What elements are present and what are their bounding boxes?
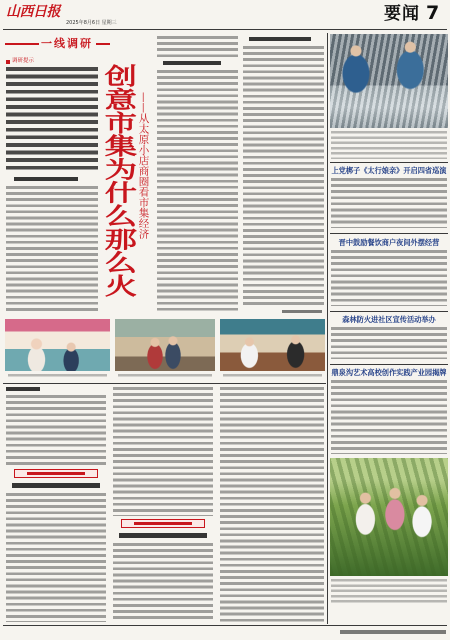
lower-body-column	[220, 387, 324, 622]
page-number: 7	[426, 2, 440, 24]
news-headline: 鼎泉沟艺术高校创作实践产业园揭牌	[331, 368, 447, 377]
feature-body-column	[157, 70, 238, 314]
photo-caption	[118, 374, 212, 379]
editor-credits	[340, 630, 446, 634]
news-headline: 上党梆子《太行娘亲》开启四省巡演	[331, 166, 447, 175]
news-divider	[330, 162, 448, 163]
masthead-logo: 山西日报	[6, 4, 60, 20]
photo-caption	[223, 374, 322, 379]
news-headline: 森林防火进社区宣传活动举办	[342, 315, 436, 324]
column-label: 一线调研	[41, 37, 93, 50]
lower-subhead	[119, 533, 207, 538]
news-photo-bottom	[330, 458, 448, 576]
continued-from-label	[6, 387, 40, 391]
feature-body-column	[157, 36, 238, 58]
tip-label: 调研提示	[12, 58, 35, 64]
section-tag-text	[27, 472, 85, 475]
feature-bottom-rule	[3, 383, 326, 384]
news-headline: 晋中鼓励餐饮商户夜间外摆经营	[338, 238, 440, 247]
feature-subhead	[249, 37, 311, 41]
feature-intro-text	[6, 67, 98, 171]
feature-subhead	[14, 177, 78, 181]
lower-subhead	[12, 483, 100, 488]
market-stall-photo	[220, 319, 325, 371]
news-body	[331, 250, 447, 306]
feature-body-column	[6, 186, 98, 314]
feature-subtitle: ——从太原小店商圈看市集经济	[137, 92, 150, 239]
header-rule	[3, 29, 447, 30]
feature-headline: 创意市集为什么那么火	[99, 64, 137, 297]
news-body	[331, 380, 447, 454]
column-label-rule-right	[96, 43, 110, 45]
news-divider	[330, 311, 448, 312]
market-street-photo	[115, 319, 215, 371]
footer-rule	[3, 625, 447, 626]
news-body	[331, 178, 447, 228]
column-label-rule-left	[5, 43, 39, 45]
tip-marker-icon	[6, 60, 10, 64]
feature-body-column	[243, 46, 324, 308]
issue-date: 2025年8月6日 星期三	[66, 20, 117, 26]
column-divider	[327, 33, 328, 624]
photo-caption	[331, 131, 447, 159]
news-photo-top	[330, 34, 448, 128]
lower-body-column	[6, 395, 106, 466]
news-divider	[330, 364, 448, 365]
market-booth-photo	[5, 319, 110, 371]
section-tag	[121, 519, 205, 528]
feature-byline	[282, 310, 322, 313]
news-divider	[330, 233, 448, 234]
section-tag-text	[134, 522, 192, 525]
lower-body-column	[6, 493, 106, 622]
lower-body-column	[113, 543, 213, 622]
section-title: 要闻	[384, 4, 420, 24]
lower-body-column	[113, 387, 213, 516]
feature-subhead	[163, 61, 221, 65]
section-tag	[14, 469, 98, 478]
photo-caption	[331, 579, 447, 603]
news-body	[331, 327, 447, 359]
photo-caption	[8, 374, 107, 379]
